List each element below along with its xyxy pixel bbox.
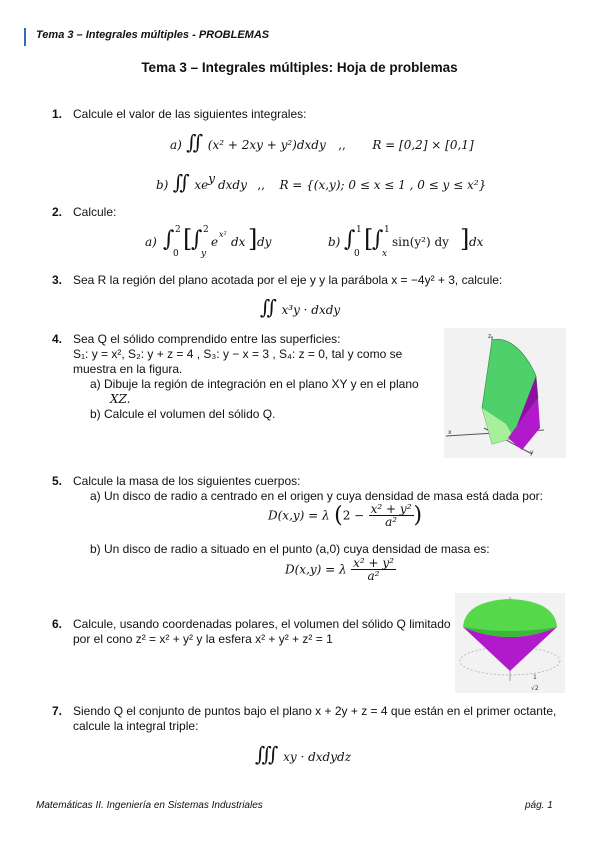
problem-6-text-2: por el cono z² = x² + y² y la esfera x² + y² + z² = 1 (73, 632, 333, 646)
problem-2-text: Calcule: (73, 205, 117, 219)
p1b-sep: ,, (257, 178, 265, 192)
p5b-fraction (351, 557, 396, 582)
problem-6-number: 6. (52, 617, 63, 631)
fig-label-1: 1 (533, 674, 537, 681)
header-accent-bar (24, 28, 26, 46)
p1b-tail: dxdy (217, 178, 247, 192)
problem-7-text-2: calcule la integral triple: (73, 719, 199, 733)
p2a-integrand: e (211, 235, 219, 249)
problem-1-text: Calcule el valor de las siguientes integrales: (73, 107, 307, 121)
p1b-exp: y (208, 171, 215, 186)
p5b-frac-num: x² + y² (353, 556, 394, 570)
p5a-frac-num: x² + y² (370, 502, 412, 516)
problem-2-number: 2. (52, 205, 63, 219)
p2a-inner-upper: 2 (203, 225, 209, 235)
p5a-fraction (369, 503, 414, 528)
fig-label-sqrt2: √2 (531, 685, 539, 692)
left-paren: ( (334, 503, 343, 528)
problem-6-text-1: Calcule, usando coordenadas polares, el volumen del sólido Q limitado (73, 617, 451, 631)
p2a-upper: 2 (175, 225, 181, 235)
page-number: pág. 1 (525, 800, 553, 811)
right-bracket: ] (460, 225, 470, 253)
left-bracket: [ (183, 225, 193, 253)
axis-label-z: z (488, 333, 492, 340)
p5a-two: 2 − (342, 508, 365, 523)
problem-1-number: 1. (52, 107, 63, 121)
p2b-inner-upper: 1 (384, 225, 390, 235)
problem-4-text-2: S₁: y = x², S₂: y + z = 4 , S₃: y − x = 3 , S₄: z = 0, tal y como se (73, 347, 403, 361)
p2a-inner-lower: y (201, 249, 207, 259)
problem-7-number: 7. (52, 704, 63, 718)
p1a-integrand: (x² + 2xy + y²)dxdy (207, 138, 326, 152)
left-bracket: [ (364, 225, 374, 253)
p1b-integrand: xe (194, 178, 209, 192)
double-integral-sign: ∬ (260, 295, 278, 319)
problem-5-text: Calcule la masa de los siguientes cuerpos: (73, 474, 301, 488)
p2b-inner-lower: x (382, 249, 388, 259)
integral-sign: ∫ (163, 227, 175, 252)
problem-4a: a) Dibuje la región de integración en el plano XY y en el plano (90, 377, 419, 391)
problem-4-number: 4. (52, 332, 63, 346)
p1a-label: a) (170, 138, 182, 152)
triple-integral-sign: ∭ (255, 742, 279, 766)
p1b-label: b) (156, 178, 169, 192)
p2a-lower: 0 (173, 249, 179, 259)
axis-label-x: x (448, 429, 452, 436)
integral-sign: ∫ (372, 227, 384, 252)
problem-5b: b) Un disco de radio a situado en el punto (a,0) cuya densidad de masa es: (90, 542, 490, 556)
problem-4a-cont: XZ. (110, 392, 131, 406)
p1a-region: R = [0,2] × [0,1] (372, 138, 474, 152)
right-paren: ) (413, 503, 423, 528)
problem-4-text-1: Sea Q el sólido comprendido entre las superficies: (73, 332, 341, 346)
running-header: Tema 3 – Integrales múltiples - PROBLEMAS (36, 29, 270, 41)
problem-4-text-3: muestra en la figura. (73, 362, 183, 376)
double-integral-sign: ∬ (186, 130, 204, 154)
p2b-upper: 1 (356, 225, 362, 235)
solid-figure (444, 328, 566, 458)
p7-integrand: xy · dxdydz (283, 750, 352, 764)
problem-7-integral (255, 742, 351, 766)
footer-left: Matemáticas II. Ingeniería en Sistemas Industriales (36, 800, 263, 811)
p2a-exp: x² (219, 230, 227, 239)
problem-1b (156, 170, 486, 194)
p2b-lower: 0 (354, 249, 360, 259)
right-bracket: ] (248, 225, 258, 253)
problem-3-text: Sea R la región del plano acotada por el eje y y la parábola x = −4y² + 3, calcule: (73, 273, 503, 287)
cone-sphere-figure (455, 593, 565, 693)
double-integral-sign: ∬ (172, 170, 190, 194)
integral-sign: ∫ (344, 227, 356, 252)
problem-4b: b) Calcule el volumen del sólido Q. (90, 407, 276, 421)
problem-5a-formula (268, 503, 422, 528)
p1b-region: R = {(x,y); 0 ≤ x ≤ 1 , 0 ≤ y ≤ x²} (279, 178, 487, 192)
p3-integrand: x³y · dxdy (281, 303, 341, 317)
p2b-integrand: sin(y²) dy (392, 235, 449, 249)
problem-5b-formula (285, 557, 396, 582)
p5a-frac-den: a² (385, 515, 398, 529)
problem-3-integral (260, 295, 340, 319)
problem-5-number: 5. (52, 474, 63, 488)
page-title: Tema 3 – Integrales múltiples: Hoja de problemas (141, 60, 458, 75)
p5b-left: D(x,y) = λ (285, 562, 347, 577)
problem-7-text-1: Siendo Q el conjunto de puntos bajo el plano x + 2y + z = 4 que están en el primer octante, (73, 704, 557, 718)
problem-1a (170, 130, 474, 154)
problem-5a: a) Un disco de radio a centrado en el origen y cuya densidad de masa está dada por: (90, 489, 543, 503)
p2a-label: a) (145, 235, 157, 249)
p2a-tail: dx (231, 235, 246, 249)
p2a-outer: dy (257, 235, 272, 249)
p5b-frac-den: a² (367, 569, 380, 583)
integral-sign: ∫ (191, 227, 203, 252)
p1a-sep: ,, (338, 138, 346, 152)
axis-label-y: y (530, 449, 534, 456)
problem-3-number: 3. (52, 273, 63, 287)
p5a-left: D(x,y) = λ (268, 508, 330, 523)
p2b-outer: dx (469, 235, 484, 249)
p2b-label: b) (328, 235, 341, 249)
